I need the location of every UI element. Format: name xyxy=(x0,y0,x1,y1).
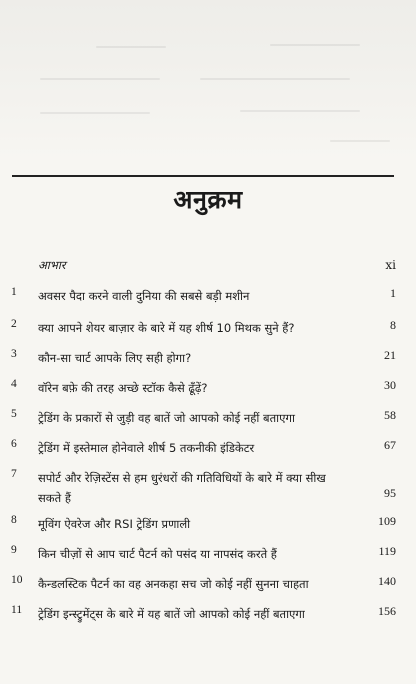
entry-page: 109 xyxy=(378,514,396,528)
entry-number: 1 xyxy=(11,286,17,298)
entry-page: 95 xyxy=(384,486,396,500)
entry-number: 7 xyxy=(11,468,17,480)
entry-number: 11 xyxy=(11,604,23,616)
entry-page: 21 xyxy=(384,348,396,362)
entry-page: 156 xyxy=(378,604,396,618)
entry-page: 8 xyxy=(390,318,396,332)
entry-number: 5 xyxy=(11,408,17,420)
entry-title: कौन-सा चार्ट आपके लिए सही होगा? xyxy=(38,351,192,365)
entry-number: 6 xyxy=(11,438,17,450)
header-rule xyxy=(12,175,394,177)
entry-page: 119 xyxy=(378,544,396,558)
entry-title: क्या आपने शेयर बाज़ार के बारे में यह शीर्ष 10 मिथक सुने हैं? xyxy=(38,321,295,335)
entry-number: 10 xyxy=(11,574,23,586)
entry-title: ट्रेडिंग इन्स्ट्रुमेंट्स के बारे में यह बातें जो आपको कोई नहीं बताएगा xyxy=(38,607,305,621)
entry-title: किन चीज़ों से आप चार्ट पैटर्न को पसंद या नापसंद करते हैं xyxy=(38,547,277,561)
entry-page: 30 xyxy=(384,378,396,392)
entry-page: 140 xyxy=(378,574,396,588)
entry-number: 9 xyxy=(11,544,17,556)
entry-page: 1 xyxy=(390,286,396,300)
entry-number: 3 xyxy=(11,348,17,360)
entry-title: ट्रेडिंग के प्रकारों से जुड़ी वह बातें जो आपको कोई नहीं बताएगा xyxy=(38,411,295,425)
entry-title: ट्रेडिंग में इस्तेमाल होनेवाले शीर्ष 5 तकनीकी इंडिकेटर xyxy=(38,441,255,455)
entry-page: 58 xyxy=(384,408,396,422)
entry-title: मूविंग ऐवरेज और RSI ट्रेडिंग प्रणाली xyxy=(38,517,191,531)
entry-number: 2 xyxy=(11,318,17,330)
entry-number: 4 xyxy=(11,378,17,390)
previous-page-bleed-through xyxy=(0,0,416,160)
acknowledgement-label: आभार xyxy=(38,258,66,272)
acknowledgement-page: xi xyxy=(385,258,396,272)
entry-title: अवसर पैदा करने वाली दुनिया की सबसे बड़ी मशीन xyxy=(38,289,250,303)
entry-title: कैन्डलस्टिक पैटर्न का वह अनकहा सच जो कोई नहीं सुनना चाहता xyxy=(38,577,309,591)
contents-heading: अनुक्रम xyxy=(173,185,243,214)
entry-title: सपोर्ट और रेज़िस्टेंस से हम धुरंधरों की गतिविधियों के बारे में क्या सीख सकते हैं xyxy=(38,471,326,505)
entry-number: 8 xyxy=(11,514,17,526)
entry-title: वॉरेन बफ़े की तरह अच्छे स्टॉक कैसे ढूँढ़ें? xyxy=(38,381,208,395)
entry-page: 67 xyxy=(384,438,396,452)
